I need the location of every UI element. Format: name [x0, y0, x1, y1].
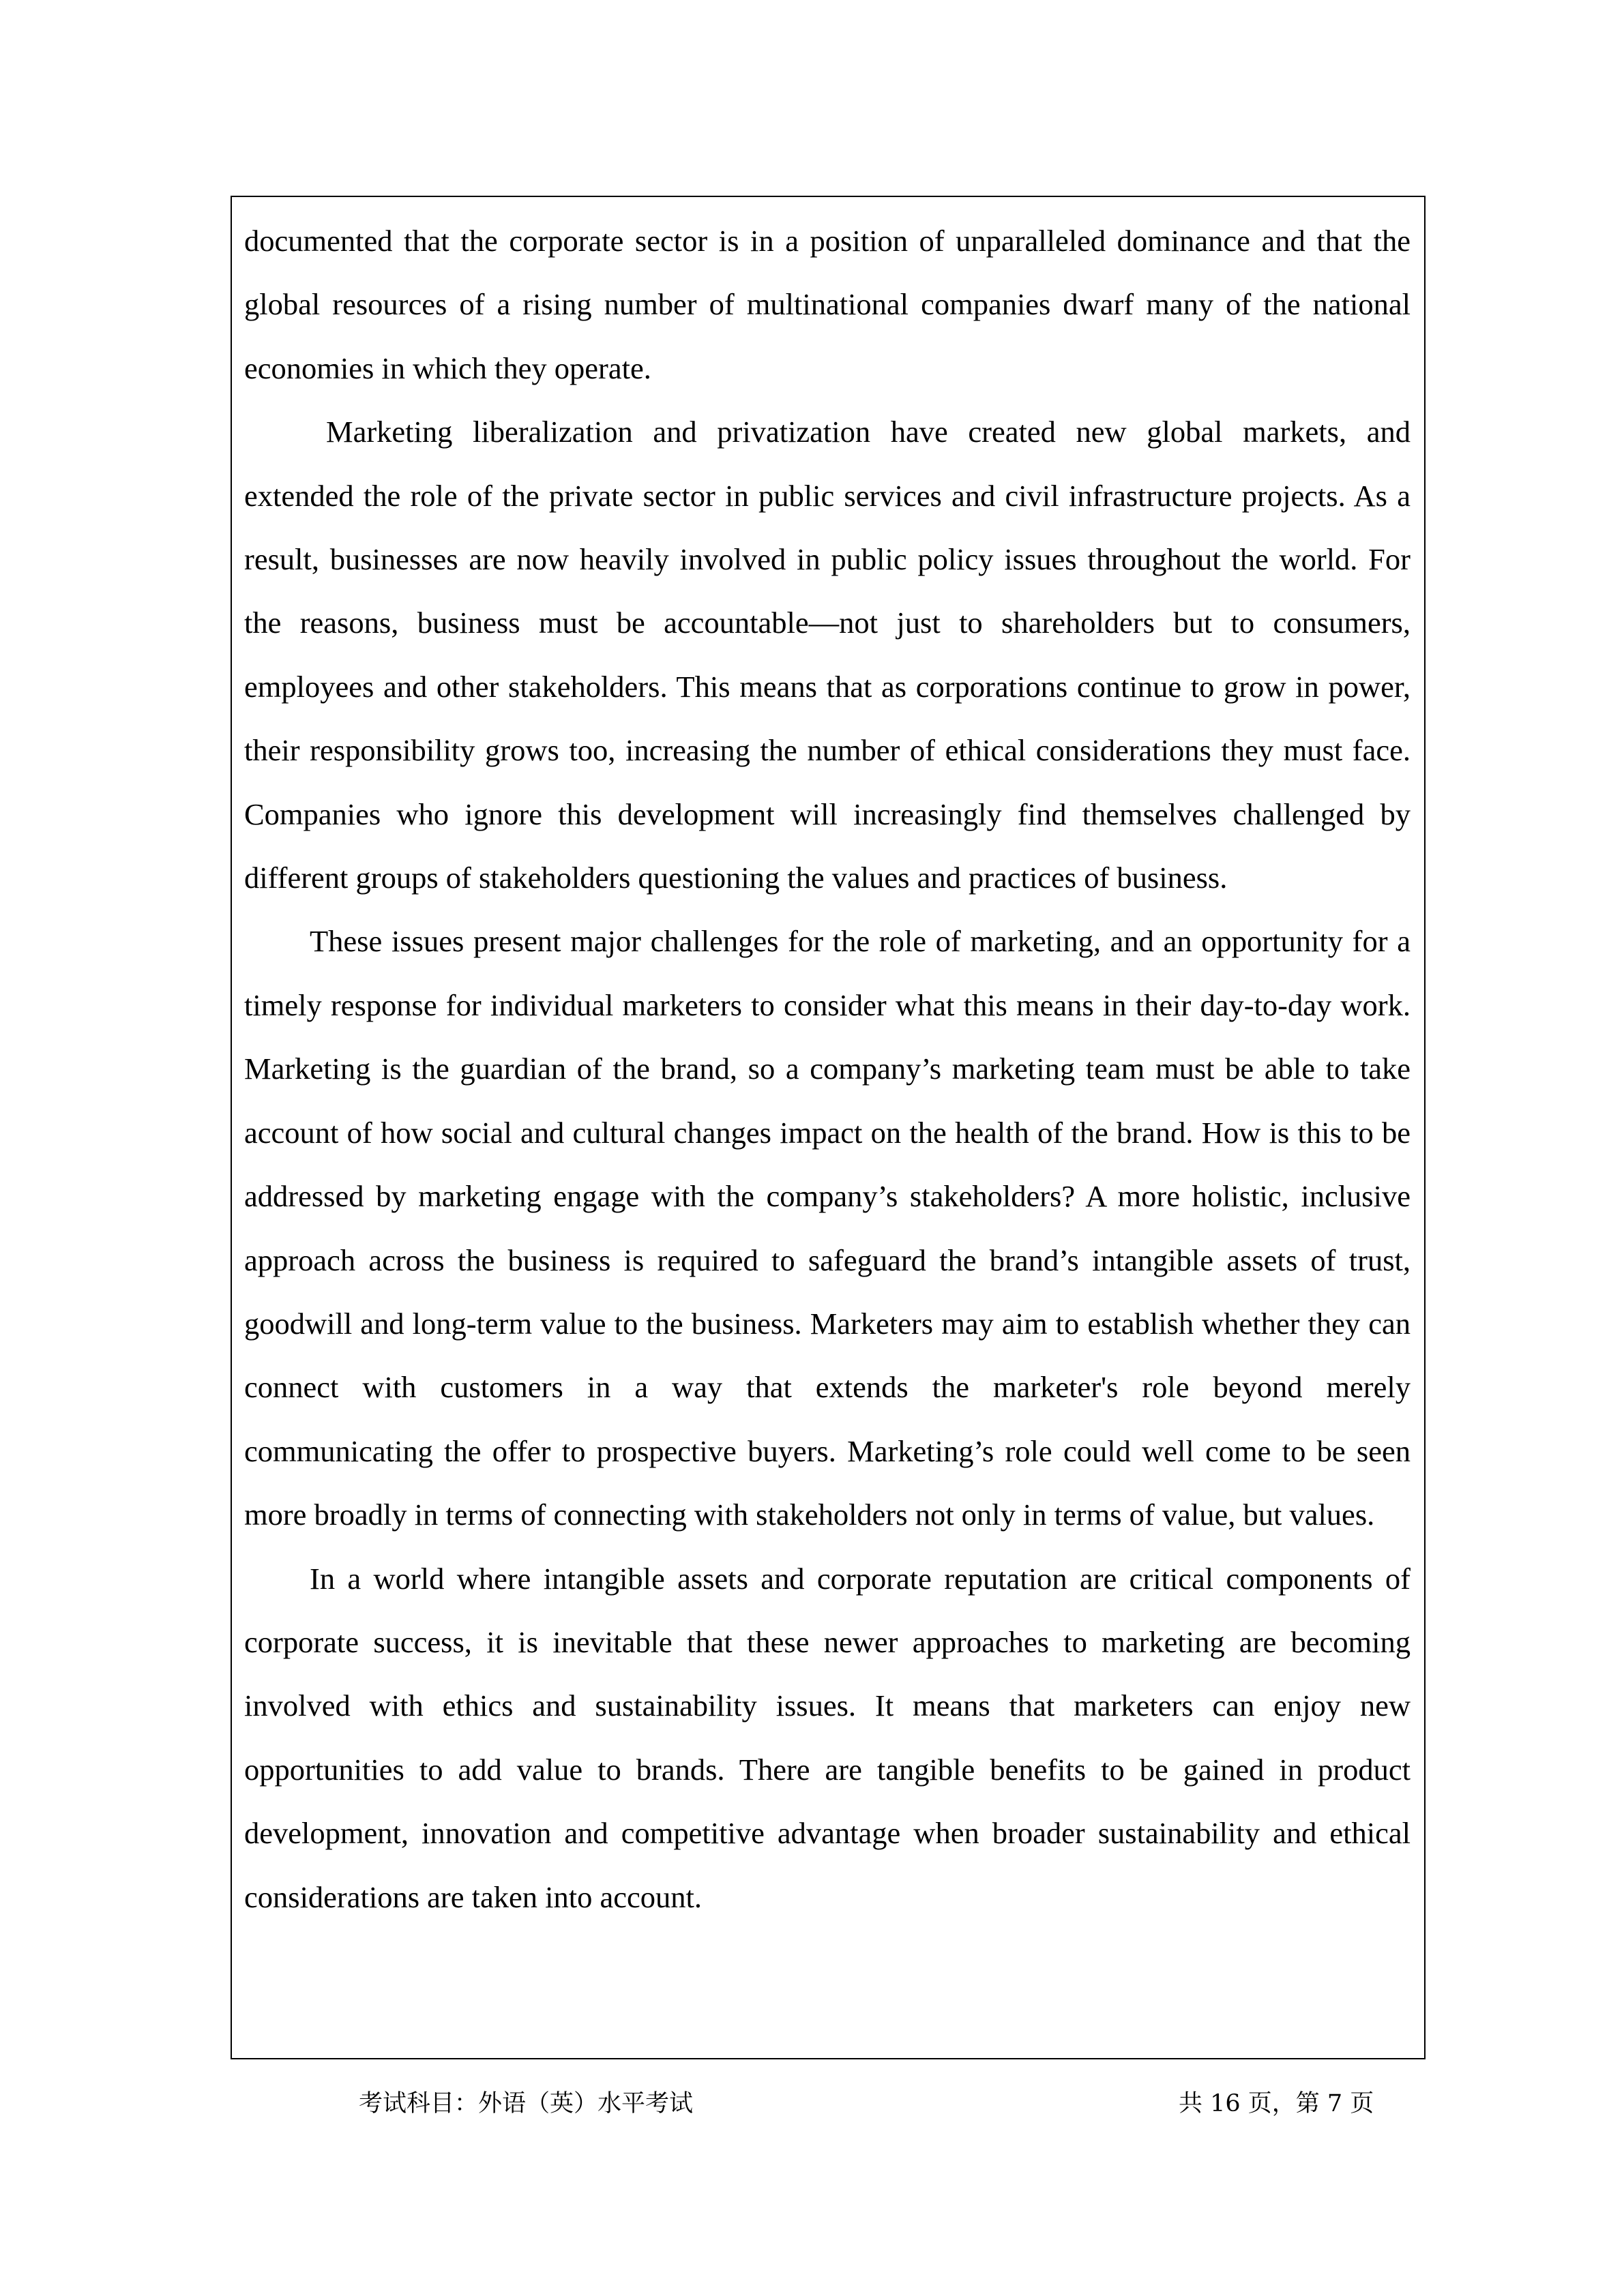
paragraph-liberalization: Marketing liberalization and privatization have created new global markets, and extended the role of the private sector in public services and civil infrastructure projects. As a result, businesses are now heavily involved in public policy issues throughout the world. For the reasons, business must be accountable—not just to shareholders but to consumers, employees and other stakeholders. This means that as corporations continue to grow in power, their responsibility grows too, increasing the number of ethical considerations they must face. Companies who ignore this development will increasingly find themselves challenged by different groups of stakeholders questioning the values and practices of business.: [244, 415, 1411, 895]
paragraph-continuation: documented that the corporate sector is in a position of unparalleled dominance and that the global resources of a rising number of multinational companies dwarf many of the national economies in which they operate.: [244, 224, 1411, 385]
paragraph-intangible-assets: In a world where intangible assets and corporate reputation are critical components of corporate success, it is inevitable that these newer approaches to marketing are becoming involved with ethics and sustainability issues. It means that marketers can enjoy new opportunities to add value to brands. There are tangible benefits to be gained in product development, innovation and competitive advantage when broader sustainability and ethical considerations are taken into account.: [244, 1561, 1411, 1914]
paragraph-marketing-challenges: These issues present major challenges for the role of marketing, and an opportunity for a timely response for individual marketers to consider what this means in their day-to-day work. Marketing is the guardian of the brand, so a company’s marketing team must be able to take account of how social and cultural changes impact on the health of the brand. How is this to be addressed by marketing engage with the company’s stakeholders? A more holistic, inclusive approach across the business is required to safeguard the brand’s intangible assets of trust, goodwill and long-term value to the business. Marketers may aim to establish whether they can connect with customers in a way that extends the marketer's role beyond merely communicating the offer to prospective buyers. Marketing’s role could well come to be seen more broadly in terms of connecting with stakeholders not only in terms of value, but values.: [244, 924, 1411, 1532]
footer-exam-subject: 考试科目：外语（英）水平考试: [359, 2090, 694, 2117]
footer-page-info: 共 16 页，第 7 页: [1179, 2090, 1374, 2117]
exam-text-box: [231, 196, 1426, 2059]
